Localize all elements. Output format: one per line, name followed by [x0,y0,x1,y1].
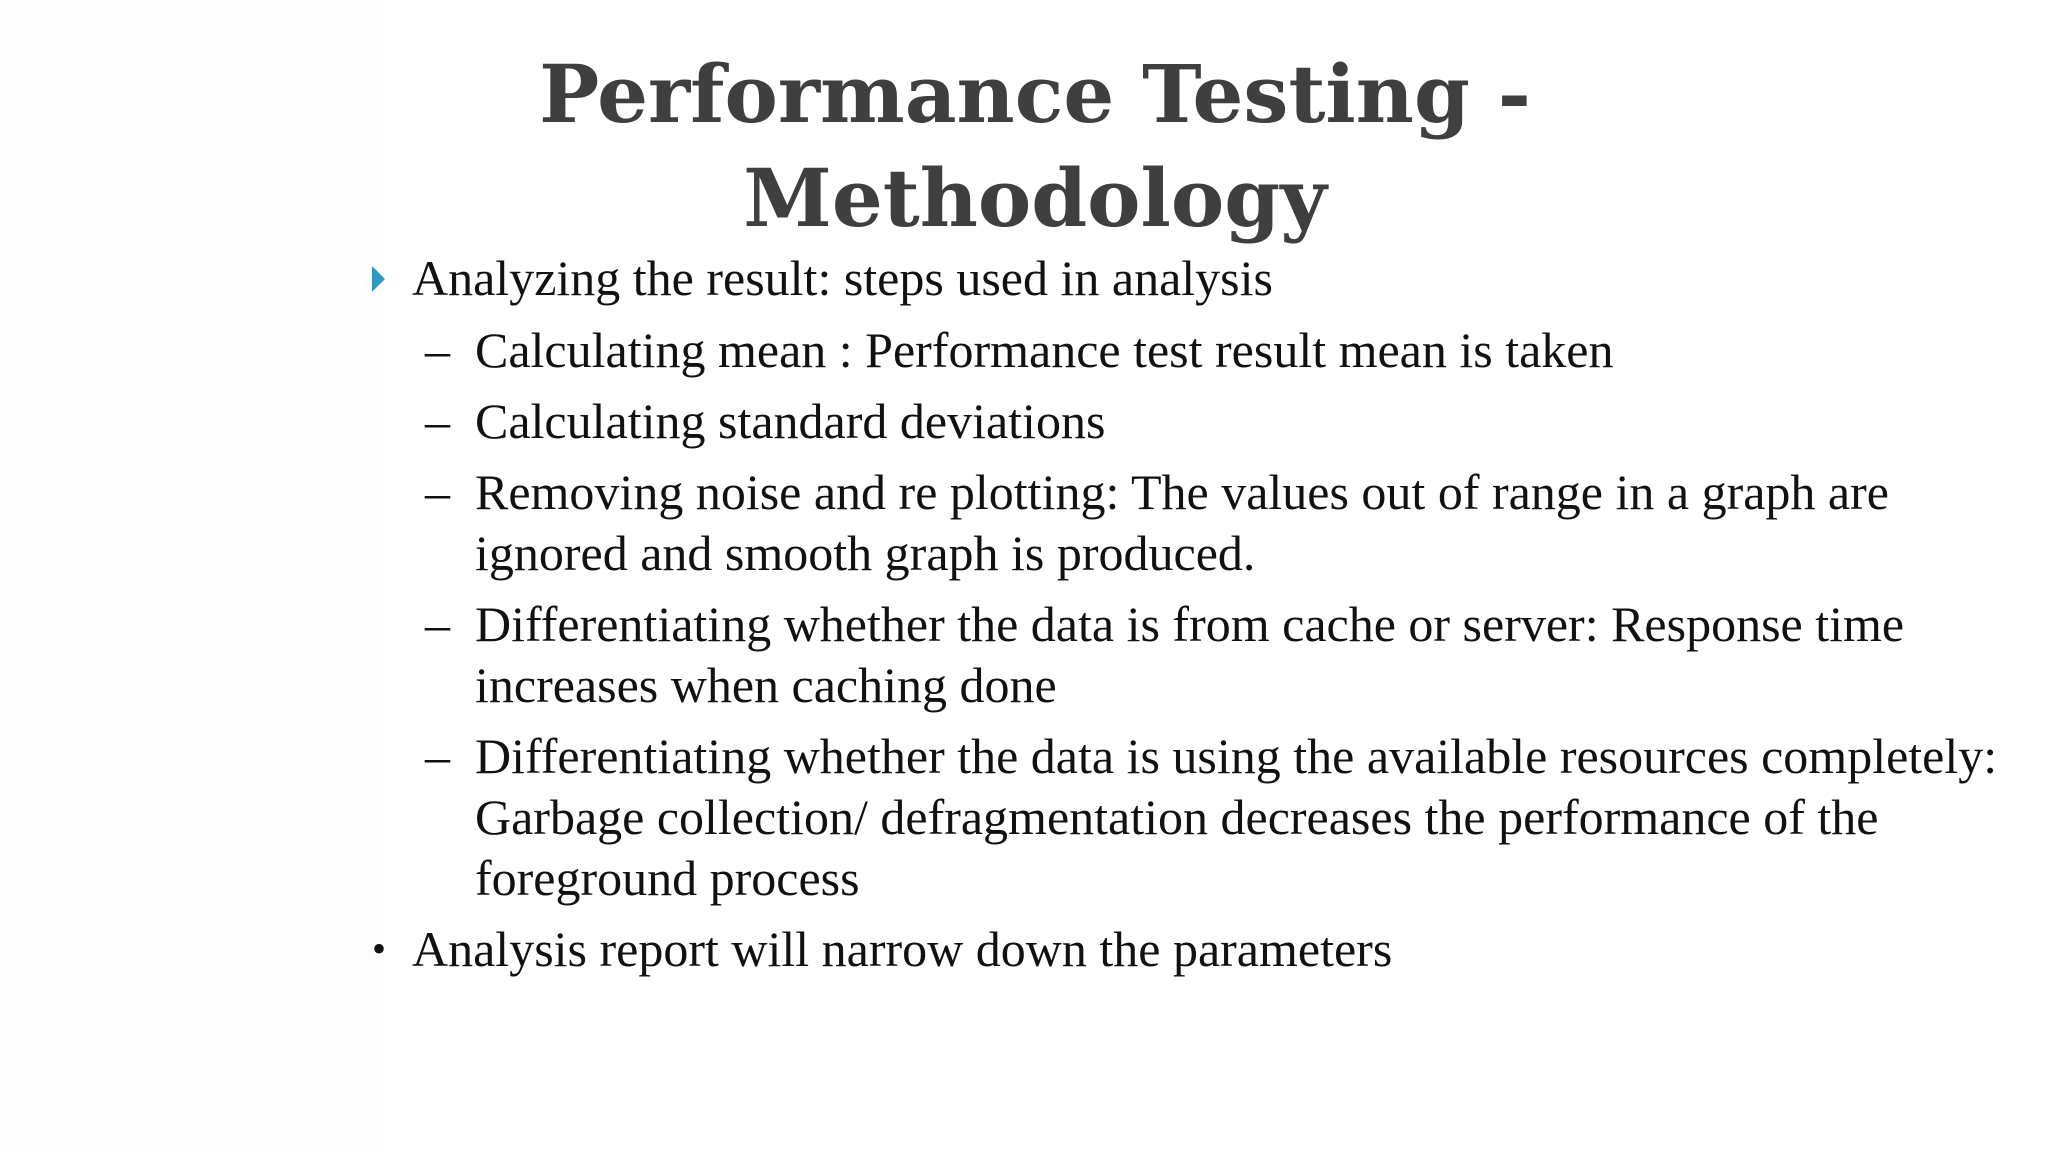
bullet-text: Analysis report will narrow down the parameters [412,921,1393,977]
sub-bullet-item [360,320,2000,381]
sub-bullet-item [360,726,2000,909]
bullet-dot-icon: • [372,926,387,971]
dash-icon: – [425,322,450,378]
bullet-text: Analyzing the result: steps used in analysis [412,250,1273,306]
left-panel [0,0,385,1152]
sub-bullet-text: Differentiating whether the data is using the available resources completely: Garbage collection/ defragmentation decreases the performance of the foreground process [475,728,1998,906]
sub-bullet-text: Calculating mean : Performance test result mean is taken [475,322,1614,378]
dash-icon: – [425,728,450,784]
bullet-item-analyzing [360,248,2000,308]
dash-icon: – [425,464,450,520]
slide-content [360,248,2000,991]
sub-bullet-text: Removing noise and re plotting: The values out of range in a graph are ignored and smooth graph is produced. [475,464,1889,581]
sub-bullet-text: Calculating standard deviations [475,393,1106,449]
triangle-icon [366,248,406,308]
slide-title: Performance Testing - Methodology [539,47,1531,245]
dash-icon: – [425,393,450,449]
dash-icon: – [425,596,450,652]
sub-bullet-item [360,462,2000,584]
sub-bullet-text: Differentiating whether the data is from cache or server: Response time increases when caching done [475,596,1905,713]
sub-bullet-item [360,391,2000,452]
bullet-item-analysis-report [360,919,2000,979]
sub-bullet-item [360,594,2000,716]
sub-bullet-list [360,320,2000,909]
